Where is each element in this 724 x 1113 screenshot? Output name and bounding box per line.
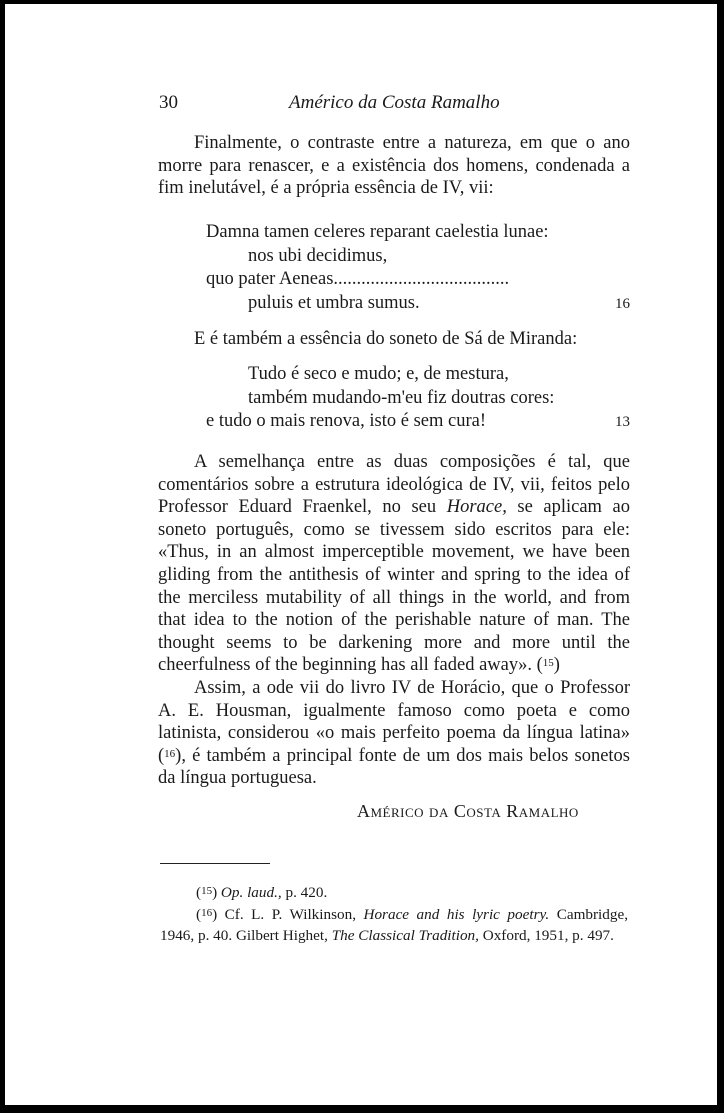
paragraph-1 (158, 132, 630, 200)
footnote-rule (160, 863, 270, 864)
verse-line: Tudo é seco e mudo; e, de mestura, (248, 364, 509, 384)
verse-line-text: e tudo o mais renova, isto é sem cura! (206, 411, 486, 431)
paragraph-text: Finalmente, o contraste entre a natureza, em que o ano morre para renascer, e a existência dos homens, condenada a fim inelutável, é a própria essência de IV, vii: (158, 133, 630, 199)
footnote-15: (15) Op. laud., p. 420. (196, 884, 328, 901)
page-number: 30 (159, 92, 178, 113)
verse-line: nos ubi decidimus, (248, 245, 388, 266)
verse-line (206, 292, 630, 316)
footnotes (160, 881, 628, 946)
footnote-ref-16[interactable]: 16 (164, 747, 176, 760)
paragraph-4: Assim, a ode vii do livro IV de Horácio, que o Professor A. E. Housman, igualmente famoso como poeta e como latinista, considerou «o mais perfeito poema da língua latina» ($^{16}$), é também a principal fonte de um dos mais belos sonetos da língua portuguesa. (158, 677, 630, 789)
verse-quote-sa-de-miranda (206, 363, 630, 434)
page (5, 4, 717, 1105)
footnote-mark: 15 (201, 885, 213, 897)
verse-line (206, 410, 630, 434)
paragraph-text: E é também a essência do soneto de Sá de Miranda: (194, 329, 578, 349)
verse-line-number: 16 (615, 295, 630, 312)
body-text (158, 451, 630, 790)
paragraph-2 (158, 328, 630, 351)
paragraph-3: A semelhança entre as duas composições é tal, que comentários sobre a estrutura ideológica de IV, vii, feitos pelo Professor Eduard Fraenkel, no seu Horace, se aplicam ao soneto português, como se tivessem sido escritos para ele: «Thus, in an almost imperceptible movement, we have been gliding from the antithesis of winter and spring to the idea of the merciless mutability of all things in the world, and from that idea to the notion of the perishable nature of man. The thought seems to be darkening more and more until the cheerfulness of the beginning has all faded away». ($^{15}$) (158, 452, 630, 676)
book-title-horace: Horace, (446, 497, 507, 518)
verse-line: quo pater Aeneas...................................... (206, 269, 510, 289)
verse-quote-horace (206, 221, 630, 315)
footnote-16: (16) Cf. L. P. Wilkinson, Horace and his lyric poetry. Cambridge, 1946, p. 40. Gilbert Highet, The Classical Tradition, Oxford, 1951, p. 497. (160, 906, 628, 944)
verse-line-number: 13 (615, 414, 630, 430)
author-signature: Américo da Costa Ramalho (357, 801, 579, 821)
footnote-mark: 16 (201, 907, 213, 919)
running-title: Américo da Costa Ramalho (289, 92, 500, 113)
verse-line: também mudando-m'eu fiz doutras cores: (248, 387, 555, 408)
verse-line: Damna tamen celeres reparant caelestia lunae: (206, 222, 549, 242)
verse-line-text: puluis et umbra sumus. (248, 292, 420, 313)
footnote-ref-15[interactable]: 15 (542, 657, 554, 670)
